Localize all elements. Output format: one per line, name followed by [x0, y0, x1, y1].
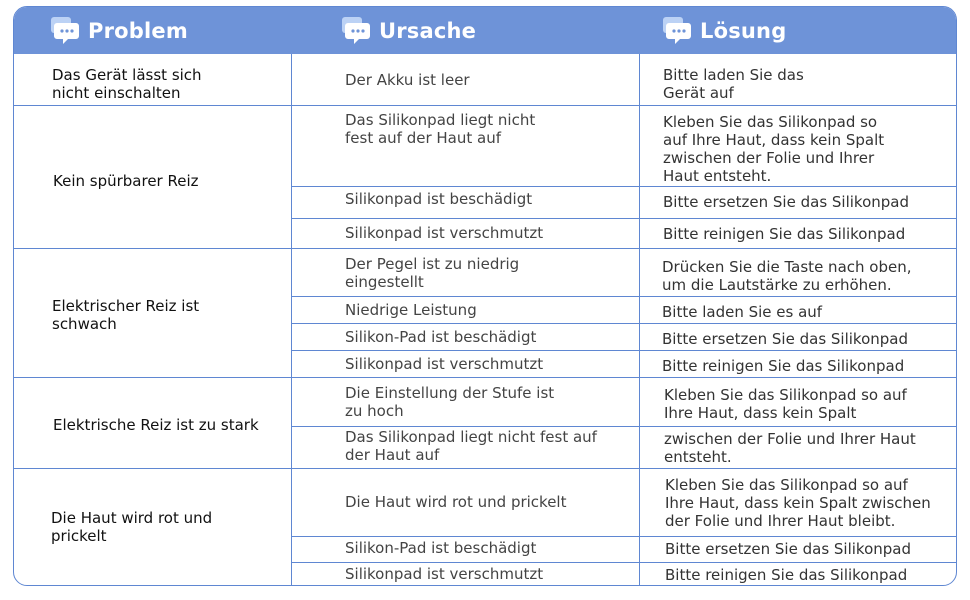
header-solution-label: Lösung — [700, 18, 787, 43]
solution-cell: zwischen der Folie und Ihrer Haut entsteht. — [664, 430, 916, 466]
cause-cell: Die Haut wird rot und prickelt — [345, 493, 567, 511]
cause-cell: Die Einstellung der Stufe ist zu hoch — [345, 384, 555, 420]
row-divider — [14, 248, 956, 249]
subrow-divider — [291, 426, 956, 427]
cause-cell: Silikonpad ist verschmutzt — [345, 565, 544, 583]
row-divider — [14, 105, 956, 106]
cause-cell: Silikonpad ist verschmutzt — [345, 224, 544, 242]
solution-cell: Bitte reinigen Sie das Silikonpad — [665, 566, 908, 584]
cause-cell: Der Pegel ist zu niedrig eingestellt — [345, 255, 520, 291]
cause-cell: Silikon-Pad ist beschädigt — [345, 539, 537, 557]
chat-bubble-icon — [662, 16, 692, 46]
solution-cell: Bitte ersetzen Sie das Silikonpad — [665, 540, 911, 558]
solution-cell: Kleben Sie das Silikonpad so auf Ihre Haut, dass kein Spalt — [664, 386, 907, 422]
problem-cell: Das Gerät lässt sich nicht einschalten — [52, 66, 202, 102]
solution-cell: Bitte reinigen Sie das Silikonpad — [663, 225, 906, 243]
header-problem — [50, 7, 188, 54]
cause-cell: Das Silikonpad liegt nicht fest auf der Haut auf — [345, 428, 597, 464]
header-cause-label: Ursache — [379, 18, 477, 43]
solution-cell: Drücken Sie die Taste nach oben, um die Lautstärke zu erhöhen. — [662, 258, 912, 294]
subrow-divider — [291, 323, 956, 324]
chat-bubble-icon — [341, 16, 371, 46]
cause-cell: Silikonpad ist beschädigt — [345, 190, 533, 208]
solution-cell: Bitte laden Sie es auf — [662, 303, 823, 321]
subrow-divider — [291, 218, 956, 219]
problem-cell: Elektrischer Reiz ist schwach — [52, 297, 200, 333]
column-divider — [639, 54, 640, 585]
header-solution — [662, 7, 786, 54]
cause-cell: Silikonpad ist verschmutzt — [345, 355, 544, 373]
solution-cell: Bitte ersetzen Sie das Silikonpad — [662, 330, 908, 348]
row-divider — [14, 377, 956, 378]
problem-cell: Elektrische Reiz ist zu stark — [53, 416, 259, 434]
solution-cell: Bitte laden Sie das Gerät auf — [663, 66, 804, 102]
solution-cell: Kleben Sie das Silikonpad so auf Ihre Haut, dass kein Spalt zwischen der Folie und Ihrer Haut bleibt. — [665, 476, 931, 530]
troubleshooting-table — [13, 6, 957, 586]
problem-cell: Kein spürbarer Reiz — [53, 172, 199, 190]
subrow-divider — [291, 350, 956, 351]
chat-bubble-icon — [50, 16, 80, 46]
subrow-divider — [291, 296, 956, 297]
cause-cell: Das Silikonpad liegt nicht fest auf der Haut auf — [345, 111, 536, 147]
problem-cell: Die Haut wird rot und prickelt — [51, 509, 213, 545]
cause-cell: Niedrige Leistung — [345, 301, 477, 319]
cause-cell: Silikon-Pad ist beschädigt — [345, 328, 537, 346]
column-divider — [291, 54, 292, 585]
header-cause — [341, 7, 476, 54]
solution-cell: Kleben Sie das Silikonpad so auf Ihre Haut, dass kein Spalt zwischen der Folie und Ihrer Haut entsteht. — [663, 113, 885, 185]
subrow-divider — [291, 186, 956, 187]
subrow-divider — [291, 536, 956, 537]
subrow-divider — [291, 562, 956, 563]
cause-cell: Der Akku ist leer — [345, 71, 470, 89]
header-problem-label: Problem — [88, 18, 188, 43]
solution-cell: Bitte reinigen Sie das Silikonpad — [662, 357, 905, 375]
table-header — [14, 7, 956, 54]
row-divider — [14, 468, 956, 469]
solution-cell: Bitte ersetzen Sie das Silikonpad — [663, 193, 909, 211]
